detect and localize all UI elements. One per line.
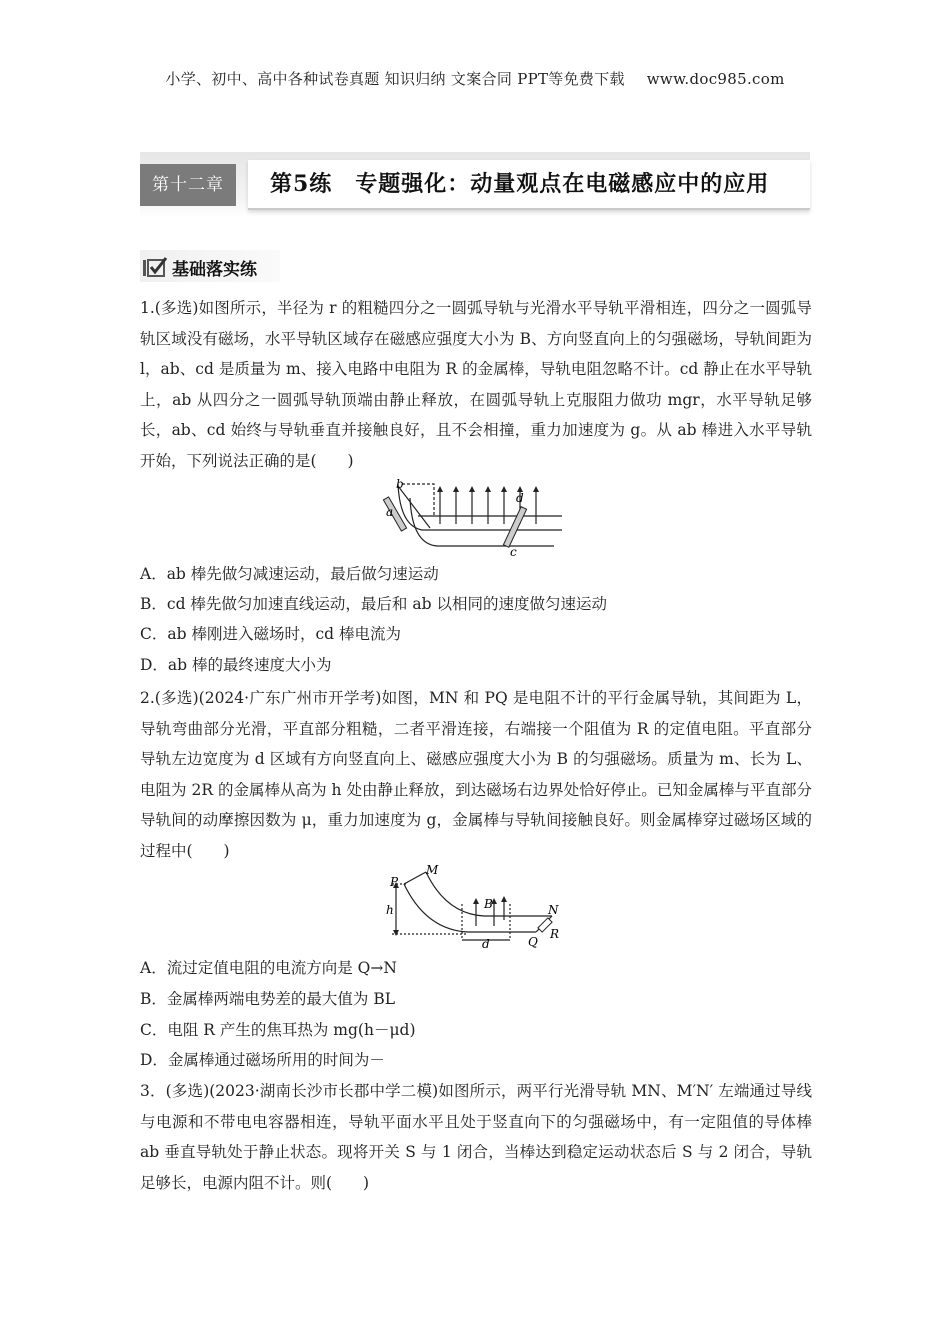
fig1-label-b: b [396, 477, 404, 491]
section-title: 基础落实练 [172, 260, 257, 280]
q2-option-a[interactable]: A．流过定值电阻的电流方向是 Q→N [140, 959, 397, 977]
fig2-label-b: B [484, 897, 493, 911]
question-3-text: 3．(多选)(2023·湖南长沙市长郡中学二模)如图所示，两平行光滑导轨 MN、M′N′ 左端通过导线与电源和不带电电容器相连，导轨平面水平且处于竖直向下的匀强磁场中，有一定阻值的导体棒 ab 垂直导轨处于静止状态。现将开关 S 与 1 闭合，当棒达到稳定运动状态后 S 与 2 闭合，导轨足够长，电源内阻不计。则( ) [140, 1082, 812, 1192]
q2-option-c[interactable]: C．电阻 R 产生的焦耳热为 mg(h－μd) [140, 1021, 416, 1039]
fig2-label-d: d [482, 937, 490, 950]
fig1-label-a: a [386, 505, 394, 519]
question-3 [140, 1076, 812, 1198]
fig1-label-d: d [516, 491, 524, 505]
chapter-label: 第十二章 [140, 164, 236, 206]
q2-option-b[interactable]: B．金属棒两端电势差的最大值为 BL [140, 990, 396, 1008]
fig2-label-r: R [550, 927, 560, 941]
figure-2-rails-diagram [386, 864, 568, 950]
fig1-label-c: c [510, 545, 517, 558]
fig2-label-h: h [386, 903, 394, 917]
header-text: 小学、初中、高中各种试卷真题 知识归纳 文案合同 PPT等免费下载 [165, 70, 625, 88]
section-header [140, 250, 280, 286]
chapter-banner [140, 152, 810, 218]
question-1 [140, 293, 812, 476]
fig2-label-q: Q [528, 935, 538, 949]
question-2 [140, 683, 812, 866]
question-2-text: 2.(多选)(2024·广东广州市开学考)如图，MN 和 PQ 是电阻不计的平行金属导轨，其间距为 L，导轨弯曲部分光滑，平直部分粗糙，二者平滑连接，右端接一个阻值为 R 的定值电阻。平直部分导轨左边宽度为 d 区域有方向竖直向上、磁感应强度大小为 B 的匀强磁场。质量为 m、长为 L、电阻为 2R 的金属棒从高为 h 处由静止释放，到达磁场右边界处恰好停止。已知金属棒与平直部分导轨间的动摩擦因数为 μ，重力加速度为 g，金属棒与导轨间接触良好。则金属棒穿过磁场区域的过程中( ) [140, 689, 812, 860]
q2-option-d[interactable]: D．金属棒通过磁场所用的时间为－ [140, 1051, 385, 1069]
lesson-title: 第5练 专题强化：动量观点在电磁感应中的应用 [270, 171, 770, 197]
q1-option-b[interactable]: B．cd 棒先做匀加速直线运动，最后和 ab 以相同的速度做匀速运动 [140, 595, 607, 613]
checkbox-check-icon [142, 256, 170, 278]
q1-option-c[interactable]: C．ab 棒刚进入磁场时，cd 棒电流为 [140, 625, 401, 643]
q1-option-d[interactable]: D．ab 棒的最终速度大小为 [140, 656, 332, 674]
fig2-label-n: N [548, 903, 559, 917]
fig2-label-m: M [426, 864, 439, 877]
question-1-text: 1.(多选)如图所示，半径为 r 的粗糙四分之一圆弧导轨与光滑水平导轨平滑相连，四分之一圆弧导轨区域没有磁场，水平导轨区域存在磁感应强度大小为 B、方向竖直向上的匀强磁场，导轨间距为 l，ab、cd 是质量为 m、接入电路中电阻为 R 的金属棒，导轨电阻忽略不计。cd 静止在水平导轨上，ab 从四分之一圆弧导轨顶端由静止释放，在圆弧导轨上克服阻力做功 mgr，水平导轨足够长，ab、cd 始终与导轨垂直并接触良好，且不会相撞，重力加速度为 g。从 ab 棒进入水平导轨开始，下列说法正确的是( ) [140, 299, 812, 470]
figure-1-rails-diagram [382, 476, 564, 558]
site-header [0, 68, 950, 89]
q1-option-a[interactable]: A．ab 棒先做匀减速运动，最后做匀速运动 [140, 565, 439, 583]
header-url[interactable]: www.doc985.com [646, 70, 785, 88]
fig2-label-p: P [390, 875, 399, 889]
lesson-title-box [248, 160, 810, 210]
rod-cd [503, 507, 526, 548]
